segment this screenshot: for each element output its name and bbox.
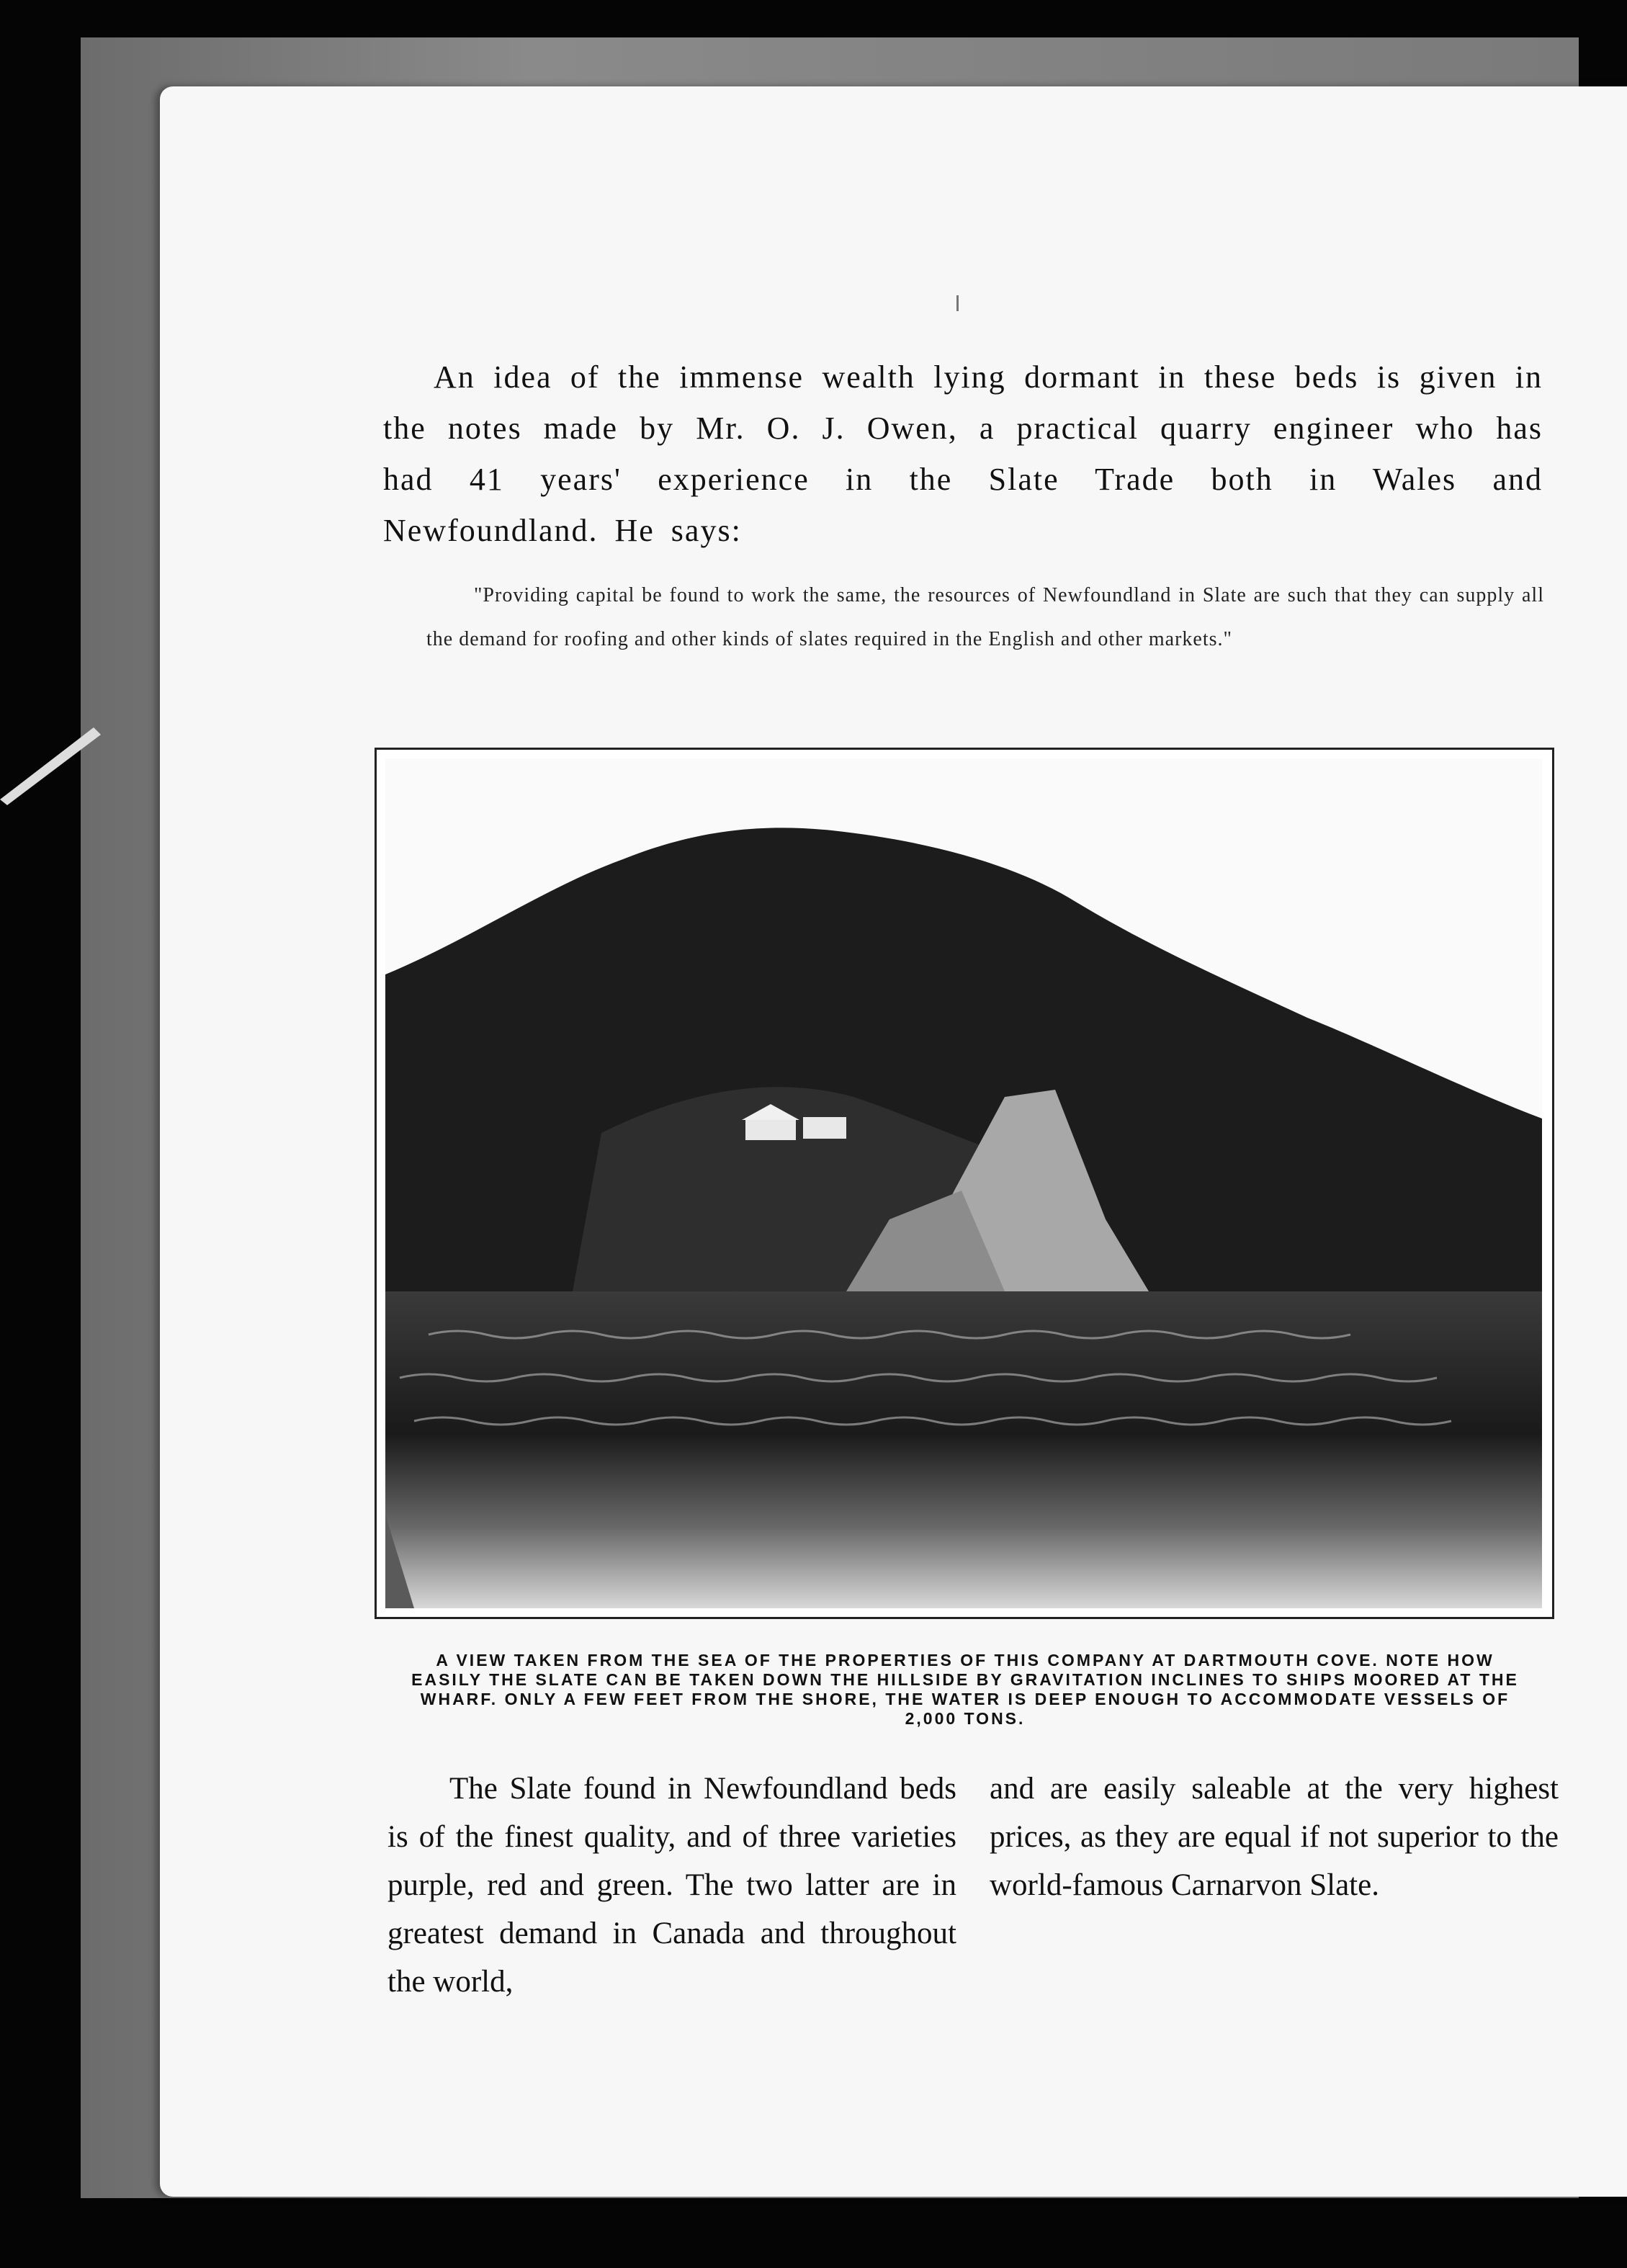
intro-paragraph: An idea of the immense wealth lying dormant in these beds is given in the notes made by Mr. O. J. Owen, a practical quarry engineer who has had 41 years' experience in the Slate Trade both in Wales and Newfoundland. He says: [383, 359, 1543, 548]
body-column-right: and are easily saleable at the very highest prices, as they are equal if not superior to the world-famous Carnarvon Slate. [990, 1772, 1559, 1902]
scan-artifact-mark [0, 720, 108, 807]
cove-photo-image [385, 758, 1542, 1608]
cove-photograph [375, 748, 1554, 1619]
page-mark [956, 295, 959, 311]
body-column-left: The Slate found in Newfoundland beds is of the finest quality, and of three varieties purple, red and green. The two latter are in greatest demand in Canada and throughout the world, [387, 1772, 956, 1999]
quote-paragraph: "Providing capital be found to work the same, the resources of Newfoundland in Slate are such that they can supply all the demand for roofing and other kinds of slates required in the English and other markets." [426, 584, 1544, 650]
photo-caption: A VIEW TAKEN FROM THE SEA OF THE PROPERTIES OF THIS COMPANY AT DARTMOUTH COVE. NOTE HOW EASILY THE SLATE CAN BE TAKEN DOWN THE HILLSIDE BY GRAVITATION INCLINES TO SHIPS MOORED AT THE WHARF. ONLY A FEW FEET FROM THE SHORE, THE WATER IS DEEP ENOUGH TO ACCOMMODATE VESSELS OF 2,000 TONS. [411, 1651, 1519, 1728]
